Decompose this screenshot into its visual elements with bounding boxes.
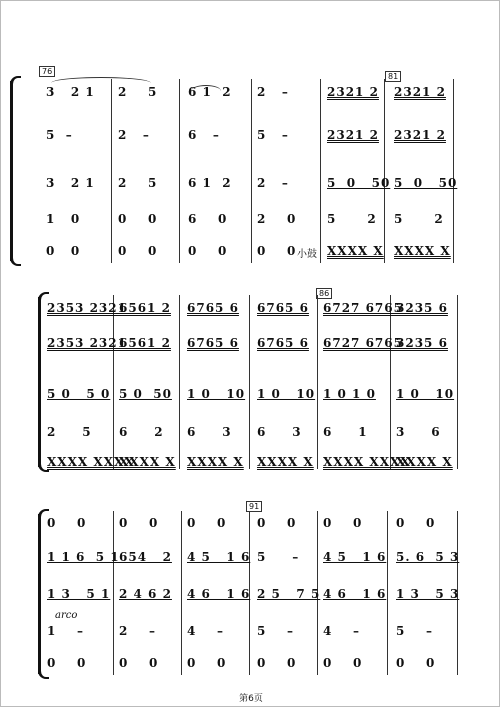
s1-r5-m6: XXXX X	[394, 244, 451, 258]
s3-r5-m2: 0 0	[119, 656, 159, 670]
s3-r4-m6: 5 –	[396, 624, 434, 638]
s2-r5-m6: XXXX X	[396, 455, 453, 469]
s3-r5-m1: 0 0	[47, 656, 87, 670]
page-number: 第6页	[239, 694, 263, 704]
s1-r5-m4: 0 0	[257, 244, 297, 258]
s2-r5-m3: XXXX X	[187, 455, 244, 469]
s1-r3-m4: 2 –	[257, 176, 289, 190]
s3-r3-m6: 1 3 5 3	[396, 587, 460, 601]
s2-r5-m1: XXXX XXXX	[47, 455, 135, 469]
s2-r2-m3: 6765 6	[187, 336, 239, 350]
s2-r3-m6: 1 0 10	[396, 387, 455, 401]
s2-r5-m2: XXXX X	[119, 455, 176, 469]
s2-r2-m5: 6727 6765	[323, 336, 403, 350]
s3-r4-m3: 4 –	[187, 624, 225, 638]
barline	[453, 79, 454, 263]
s3-r2-m2: 654 2	[119, 550, 172, 564]
s1-r1-m6: 2321 2	[394, 85, 446, 99]
s3-r1-m4: 0 0	[257, 516, 297, 530]
s3-r1-m6: 0 0	[396, 516, 436, 530]
s2-r1-m1: 2353 2321	[47, 301, 127, 315]
s2-r1-m4: 6765 6	[257, 301, 309, 315]
s3-r3-m5: 4 6 1 6	[323, 587, 387, 601]
system3-bracket	[38, 514, 41, 674]
s2-r2-m6: 3235 6	[396, 336, 448, 350]
s2-r4-m4: 6 3	[257, 425, 302, 439]
s3-r4-m2: 2 –	[119, 624, 157, 638]
s3-r5-m3: 0 0	[187, 656, 227, 670]
s3-r5-m5: 0 0	[323, 656, 363, 670]
barline	[111, 79, 112, 263]
s1-r4-m3: 6 0	[188, 212, 228, 226]
s3-r2-m3: 4 5 1 6	[187, 550, 251, 564]
s3-r2-m5: 4 5 1 6	[323, 550, 387, 564]
s1-r3-m2: 2 5	[118, 176, 158, 190]
s1-r5-m5: XXXX X	[327, 244, 384, 258]
s1-r3-m1: 3 2 1	[46, 176, 95, 190]
rehearsal-mark-86: 86	[316, 288, 332, 299]
barline	[179, 79, 180, 263]
s1-r5-m3: 0 0	[188, 244, 228, 258]
s2-r4-m6: 3 6	[396, 425, 441, 439]
s1-r3-m3: 6 1 2	[188, 176, 232, 190]
s3-r1-m3: 0 0	[187, 516, 227, 530]
barline	[390, 295, 391, 469]
s2-r5-m4: XXXX X	[257, 455, 314, 469]
barline	[113, 511, 114, 675]
s3-r2-m6: 5. 6 5 3	[396, 550, 460, 564]
s3-r4-m4: 5 –	[257, 624, 295, 638]
s1-r4-m5: 5 2	[327, 212, 377, 226]
s3-r1-m1: 0 0	[47, 516, 87, 530]
s1-r1-m3: 6 1 2	[188, 85, 232, 99]
s1-r2-m2: 2 –	[118, 128, 150, 142]
s2-r2-m2: 6561 2	[119, 336, 171, 350]
s3-r1-m2: 0 0	[119, 516, 159, 530]
s2-r3-m3: 1 0 10	[187, 387, 246, 401]
barline	[251, 79, 252, 263]
s2-r4-m2: 6 2	[119, 425, 164, 439]
s2-r4-m3: 6 3	[187, 425, 232, 439]
system2-bracket	[38, 297, 41, 467]
s1-r1-m4: 2 –	[257, 85, 289, 99]
s1-r2-m1: 5 –	[46, 128, 73, 142]
s3-r4-m5: 4 –	[323, 624, 361, 638]
s3-r4-m1: 1 –	[47, 624, 85, 638]
s1-r5-m1: 0 0	[46, 244, 81, 258]
s3-r2-m4: 5 –	[257, 550, 300, 564]
s1-r1-m2: 2 5	[118, 85, 158, 99]
s1-r4-m2: 0 0	[118, 212, 158, 226]
s2-r1-m2: 6561 2	[119, 301, 171, 315]
s2-r4-m5: 6 1	[323, 425, 368, 439]
s1-r2-m6: 2321 2	[394, 128, 446, 142]
rehearsal-mark-91: 91	[246, 501, 262, 512]
s2-r3-m1: 5 0 5 0	[47, 387, 111, 401]
s1-r3-m5: 5 0 50	[327, 176, 391, 190]
s3-r1-m5: 0 0	[323, 516, 363, 530]
s2-r3-m2: 5 0 50	[119, 387, 172, 401]
barline	[317, 295, 318, 469]
tie-line	[51, 77, 151, 83]
barline	[387, 511, 388, 675]
rehearsal-mark-81: 81	[385, 71, 401, 82]
s2-r2-m4: 6765 6	[257, 336, 309, 350]
s2-r2-m1: 2353 2321	[47, 336, 127, 350]
s2-r1-m6: 3235 6	[396, 301, 448, 315]
rehearsal-mark-76: 76	[39, 66, 55, 77]
s3-r5-m6: 0 0	[396, 656, 436, 670]
s1-r4-m1: 1 0	[46, 212, 81, 226]
s2-r5-m5: XXXX XXXX	[323, 455, 411, 469]
s2-r1-m5: 6727 6765	[323, 301, 403, 315]
system1-bracket	[10, 81, 13, 261]
s2-r3-m4: 1 0 10	[257, 387, 316, 401]
s1-r1-m5: 2321 2	[327, 85, 379, 99]
barline	[179, 295, 180, 469]
s3-r3-m4: 2 5 7 5	[257, 587, 321, 601]
s3-r5-m4: 0 0	[257, 656, 297, 670]
barline	[457, 295, 458, 469]
s3-r3-m2: 2 4 6 2	[119, 587, 172, 601]
s3-r3-m3: 4 6 1 6	[187, 587, 251, 601]
s1-r5-m2: 0 0	[118, 244, 158, 258]
barline	[320, 79, 321, 263]
s1-r2-m4: 5 –	[257, 128, 289, 142]
barline	[384, 79, 385, 263]
s2-r3-m5: 1 0 1 0	[323, 387, 376, 401]
barline	[113, 295, 114, 469]
s1-r4-m6: 5 2	[394, 212, 444, 226]
s2-r1-m3: 6765 6	[187, 301, 239, 315]
s1-r3-m6: 5 0 50	[394, 176, 458, 190]
s1-r1-m1: 3 2 1	[46, 85, 95, 99]
arco-marking: arco	[55, 610, 78, 621]
s2-r4-m1: 2 5	[47, 425, 92, 439]
s3-r3-m1: 1 3 5 1	[47, 587, 111, 601]
xiaogu-label: 小鼓	[297, 249, 317, 260]
s1-r4-m4: 2 0	[257, 212, 297, 226]
barline	[181, 511, 182, 675]
s1-r2-m3: 6 –	[188, 128, 220, 142]
s3-r2-m1: 1 1 6 5 1	[47, 550, 120, 564]
barline	[249, 295, 250, 469]
s1-r2-m5: 2321 2	[327, 128, 379, 142]
